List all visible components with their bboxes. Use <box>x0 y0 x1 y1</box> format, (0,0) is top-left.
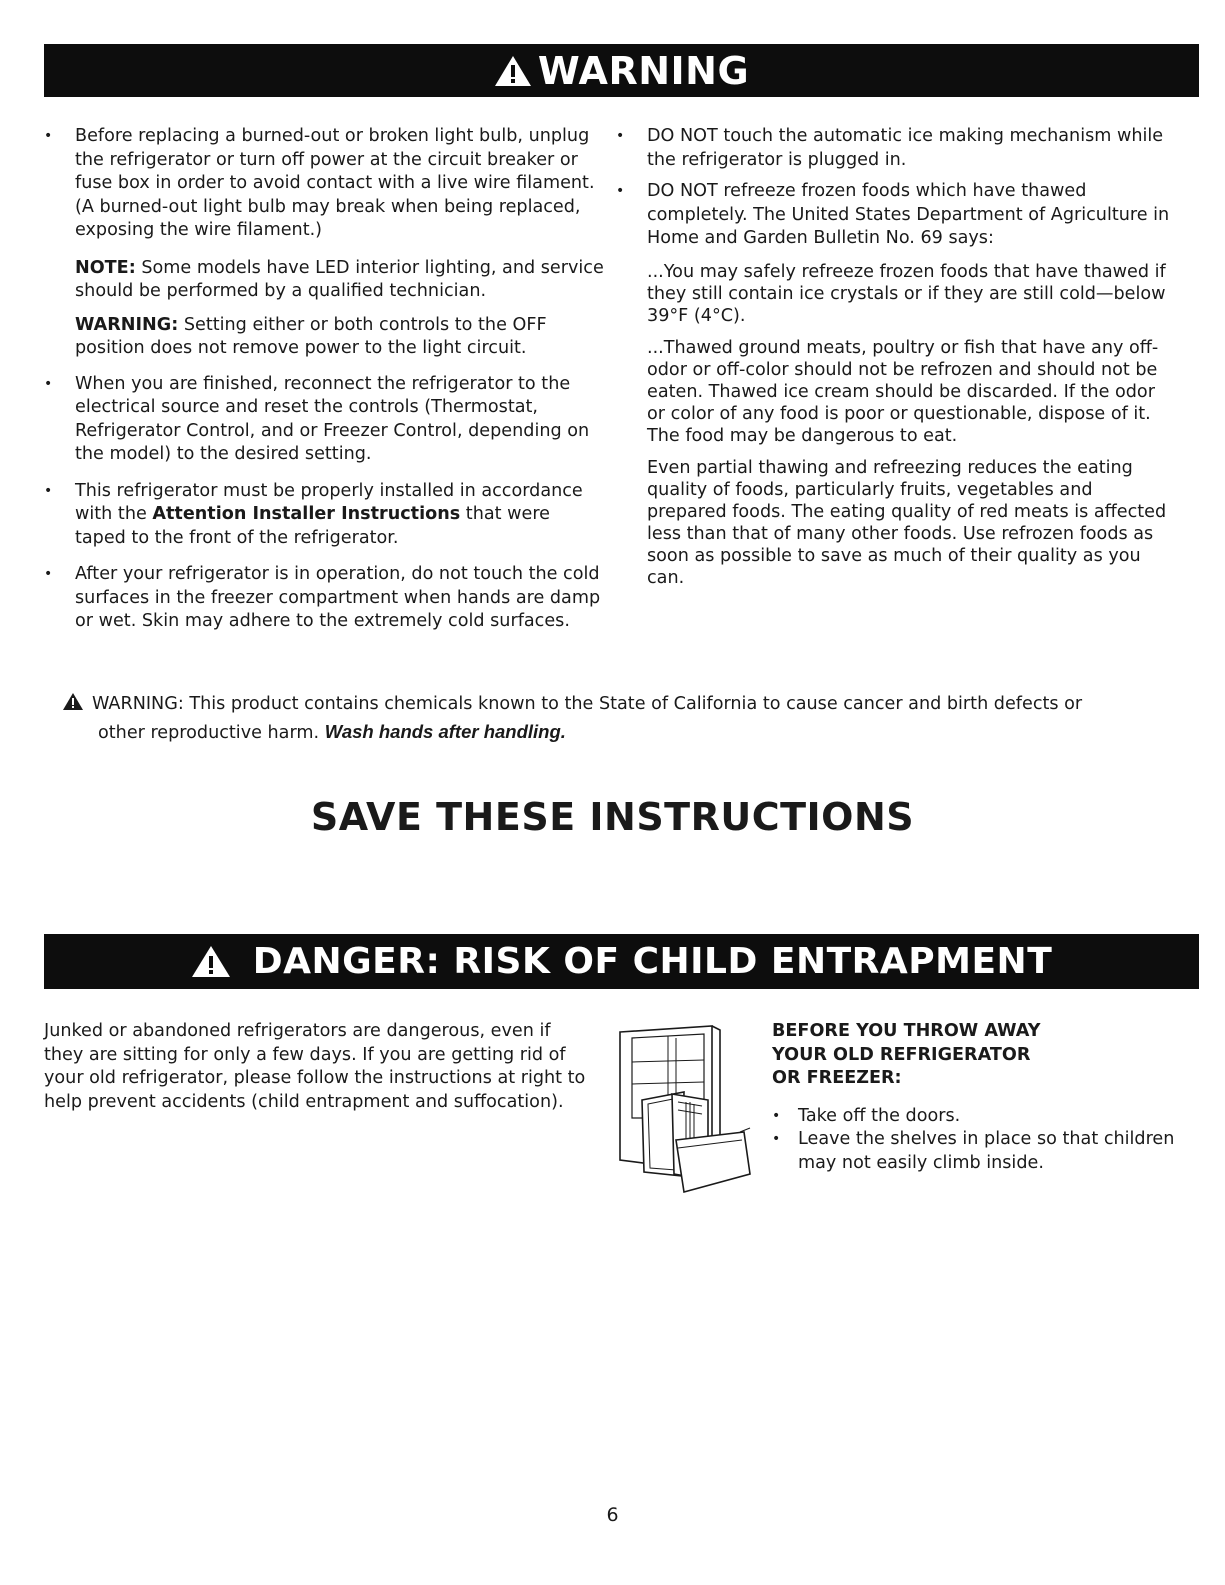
reconnect-bullet: • When you are finished, reconnect the refrigerator to the electrical source and reset the controls (Thermostat, Refrigerator Control, and or Freezer Control, depending on the model) to the desired setting. <box>44 373 604 467</box>
ice-maker-bullet: • DO NOT touch the automatic ice making mechanism while the refrigerator is plugged in. <box>616 125 1176 172</box>
refreeze-bullet: • DO NOT refreeze frozen foods which have thawed completely. The United States Department of Agriculture in Home and Garden Bulletin No. 69 says: <box>616 180 1176 251</box>
installation-bullet <box>44 480 604 551</box>
throw-away-heading-line: YOUR OLD REFRIGERATOR <box>772 1044 1031 1065</box>
warning-triangle-icon <box>62 692 84 719</box>
control-warning-paragraph <box>44 314 604 361</box>
ca-warning-label: WARNING: <box>92 694 184 714</box>
control-warning-label: WARNING: <box>75 314 179 335</box>
refreezing-paragraph: Even partial thawing and refreezing reduces the eating quality of foods, particularly fruits, vegetables and prepared foods. The eating quality of red meats is affected less than that of many other foods. Use refrozen foods as soon as possible to save as much of their quality as you can. <box>647 457 1167 588</box>
danger-banner-title: DANGER: RISK OF CHILD ENTRAPMENT <box>252 941 1053 982</box>
wash-hands-emphasis: Wash hands after handling. <box>324 721 566 742</box>
left-column <box>44 125 604 646</box>
throw-away-heading-line: OR FREEZER: <box>772 1068 902 1088</box>
throw-away-heading-line: BEFORE YOU THROW AWAY <box>772 1021 1041 1041</box>
warning-banner <box>44 44 1199 97</box>
throw-away-instructions <box>772 1020 1192 1175</box>
note-paragraph <box>44 257 604 304</box>
remove-doors-bullet: • Take off the doors. <box>772 1105 1192 1129</box>
note-text: Some models have LED interior lighting, and service should be performed by a qualified technician. <box>75 257 604 301</box>
throw-away-heading <box>772 1020 1192 1091</box>
note-label: NOTE: <box>75 257 136 278</box>
ca-warning-line2: other reproductive harm. <box>98 723 325 743</box>
right-column <box>616 125 1176 599</box>
abandoned-refrigerator-paragraph: Junked or abandoned refrigerators are dangerous, even if they are sitting for only a few days. If you are getting rid of your old refrigerator, please follow the instructions at right to help prevent accidents (child entrapment and suffocation). <box>44 1021 586 1112</box>
save-instructions-title: SAVE THESE INSTRUCTIONS <box>310 795 915 839</box>
installation-text-a: This refrigerator must be properly installed in accordance with the <box>75 480 583 524</box>
usda-quote-2: ...Thawed ground meats, poultry or fish that have any off-odor or off-color should not be refrozen and should not be eaten. Thawed ice cream should be discarded. If the odor or color of any food is poor or questionable, dispose of it. The food may be dangerous to eat. <box>647 337 1159 446</box>
ca-warning-line1: This product contains chemicals known to the State of California to cause cancer and birth defects or <box>183 694 1083 714</box>
usda-quote-1: ...You may safely refreeze frozen foods that have thawed if they still contain ice crystals or if they are still cold—below 39°F (4°C). <box>647 261 1166 326</box>
control-warning-text: Setting either or both controls to the OFF position does not remove power to the light circuit. <box>75 314 547 358</box>
warning-banner-title: WARNING <box>537 48 750 93</box>
california-warning <box>62 692 1172 746</box>
installation-text-b: that were taped to the front of the refrigerator. <box>75 504 551 548</box>
danger-banner <box>44 934 1199 989</box>
light-bulb-bullet: • Before replacing a burned-out or broken light bulb, unplug the refrigerator or turn off power at the circuit breaker or fuse box in order to avoid contact with a live wire filament. (A burned-out light bulb may break when being replaced, exposing the wire filament.) <box>44 125 604 243</box>
installer-instructions-label: Attention Installer Instructions <box>152 504 461 524</box>
leave-shelves-bullet: • Leave the shelves in place so that children may not easily climb inside. <box>772 1128 1192 1175</box>
warning-triangle-icon <box>191 944 231 979</box>
warning-triangle-icon <box>494 54 532 88</box>
cold-surfaces-bullet: • After your refrigerator is in operation, do not touch the cold surfaces in the freezer compartment when hands are damp or wet. Skin may adhere to the extremely cold surfaces. <box>44 563 604 634</box>
refrigerator-doors-removed-illustration <box>612 1022 762 1194</box>
page-number: 6 <box>606 1504 619 1526</box>
